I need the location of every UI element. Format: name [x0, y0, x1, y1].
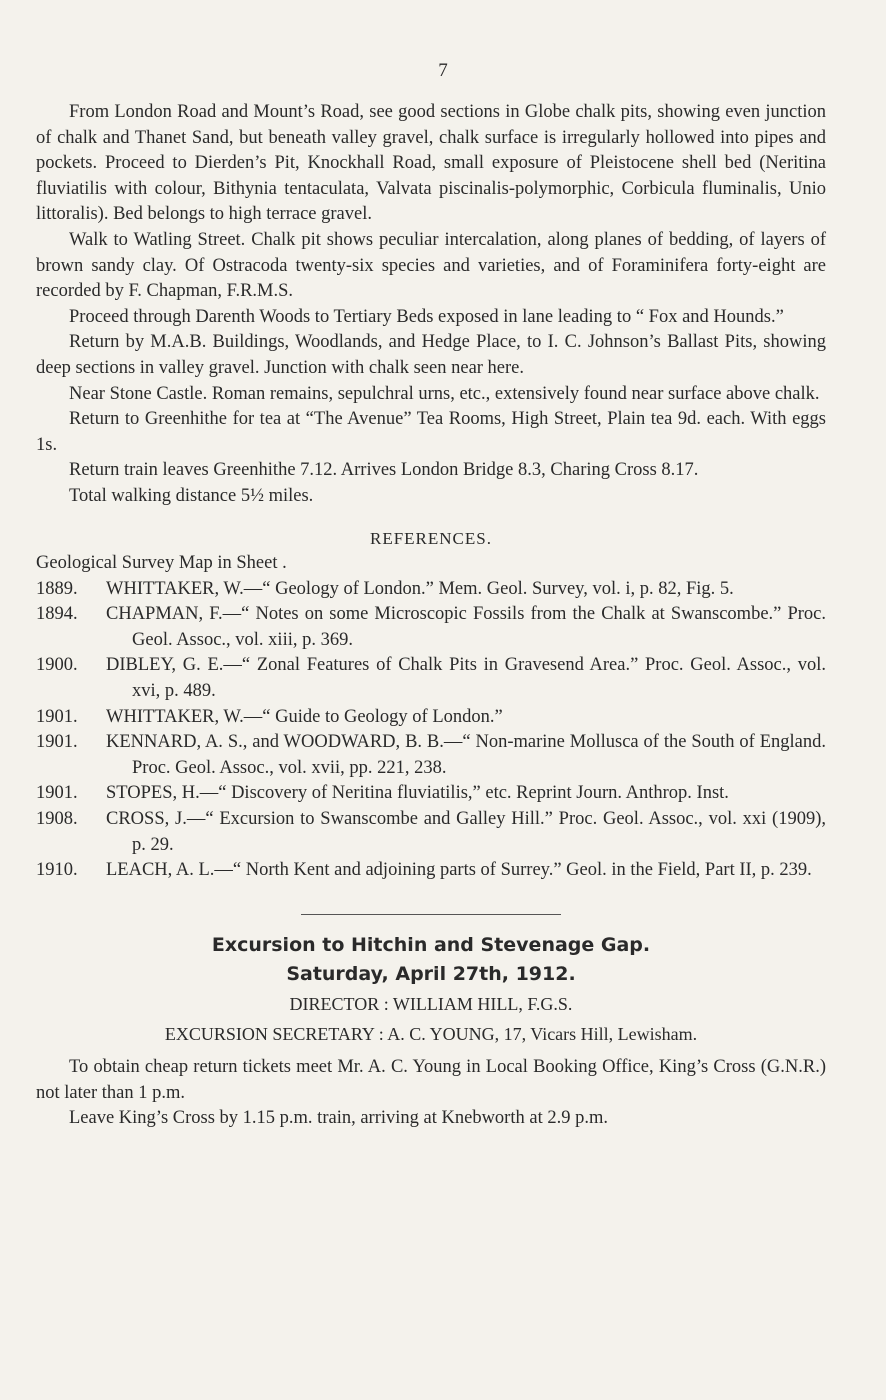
excursion-date: Saturday, April 27th, 1912.	[286, 963, 576, 986]
reference-year: 1901.	[36, 706, 78, 727]
reference-item	[36, 705, 826, 731]
paragraph-cheap-tickets: To obtain cheap return tickets meet Mr. A. C. Young in Local Booking Office, King’s Cross (G.N.R.) not later than 1 p.m.	[36, 1057, 826, 1103]
paragraph-leave-kings-cross: Leave King’s Cross by 1.15 p.m. train, arriving at Knebworth at 2.9 p.m.	[69, 1108, 608, 1129]
reference-item	[36, 653, 826, 704]
reference-year: 1910.	[36, 860, 78, 881]
reference-item	[36, 602, 826, 653]
reference-item	[36, 577, 826, 603]
page-body	[36, 100, 826, 1132]
reference-text: STOPES, H.—“ Discovery of Neritina fluviatilis,” etc. Reprint Journ. Anthrop. Inst.	[106, 783, 729, 804]
page-number: 7	[438, 60, 448, 81]
paragraph-return-train: Return train leaves Greenhithe 7.12. Arrives London Bridge 8.3, Charing Cross 8.17.	[69, 460, 699, 481]
reference-text: KENNARD, A. S., and WOODWARD, B. B.—“ Non-marine Mollusca of the South of England. Proc. Geol. Assoc., vol. xvii, pp. 221, 238.	[106, 732, 826, 778]
reference-item	[36, 781, 826, 807]
references-lead: Geological Survey Map in Sheet .	[36, 553, 287, 574]
paragraph-darenth-woods: Proceed through Darenth Woods to Tertiary Beds exposed in lane leading to “ Fox and Hounds.”	[69, 306, 784, 327]
reference-year: 1901.	[36, 783, 78, 804]
reference-year: 1901.	[36, 732, 78, 753]
paragraph-globe-pits: From London Road and Mount’s Road, see good sections in Globe chalk pits, showing even junction of chalk and Thanet Sand, but beneath valley gravel, chalk surface is irregularly hollowed into pipes and pockets. Proceed to Dierden’s Pit, Knockhall Road, small exposure of Pleistocene shell bed (Neritina fluviatilis with colour, Bithynia tentaculata, Valvata piscinalis-polymorphic, Corbicula fluminalis, Unio littoralis). Bed belongs to high terrace gravel.	[36, 102, 826, 225]
reference-text: CHAPMAN, F.—“ Notes on some Microscopic Fossils from the Chalk at Swanscombe.” Proc. Geol. Assoc., vol. xiii, p. 369.	[106, 604, 826, 650]
reference-text: DIBLEY, G. E.—“ Zonal Features of Chalk Pits in Gravesend Area.” Proc. Geol. Assoc., vol. xvi, p. 489.	[106, 655, 826, 702]
references-heading: REFERENCES.	[370, 528, 492, 548]
paragraph-watling-street: Walk to Watling Street. Chalk pit shows peculiar intercalation, along planes of bedding, of layers of brown sandy clay. Of Ostracoda twenty-six species and varieties, and of Foraminifera forty-eight are recorded by F. Chapman, F.R.M.S.	[36, 229, 826, 302]
excursion-title: Excursion to Hitchin and Stevenage Gap.	[211, 933, 651, 956]
excursion-director: DIRECTOR : WILLIAM HILL, F.G.S.	[289, 994, 573, 1014]
reference-text: CROSS, J.—“ Excursion to Swanscombe and Galley Hill.” Proc. Geol. Assoc., vol. xxi (1909), p. 29.	[106, 809, 826, 855]
reference-item	[36, 730, 826, 781]
reference-year: 1894.	[36, 604, 78, 625]
reference-year: 1900.	[36, 655, 78, 676]
reference-year: 1908.	[36, 809, 78, 830]
paragraph-walking-distance: Total walking distance 5½ miles.	[69, 485, 314, 506]
reference-text: LEACH, A. L.—“ North Kent and adjoining parts of Surrey.” Geol. in the Field, Part II, p. 239.	[106, 860, 812, 881]
reference-year: 1889.	[36, 578, 78, 599]
reference-item	[36, 807, 826, 858]
paragraph-stone-castle: Near Stone Castle. Roman remains, sepulchral urns, etc., extensively found near surface above chalk.	[69, 383, 820, 404]
reference-text: WHITTAKER, W.—“ Geology of London.” Mem. Geol. Survey, vol. i, p. 82, Fig. 5.	[106, 578, 734, 599]
reference-text: WHITTAKER, W.—“ Guide to Geology of London.”	[106, 706, 503, 727]
paragraph-ballast-pits: Return by M.A.B. Buildings, Woodlands, and Hedge Place, to I. C. Johnson’s Ballast Pits, showing deep sections in valley gravel. Junction with chalk seen near here.	[36, 332, 826, 378]
excursion-secretary: EXCURSION SECRETARY : A. C. YOUNG, 17, Vicars Hill, Lewisham.	[164, 1023, 698, 1044]
section-divider	[301, 914, 561, 915]
reference-item	[36, 858, 826, 884]
paragraph-tea: Return to Greenhithe for tea at “The Avenue” Tea Rooms, High Street, Plain tea 9d. each. With eggs 1s.	[36, 409, 826, 455]
